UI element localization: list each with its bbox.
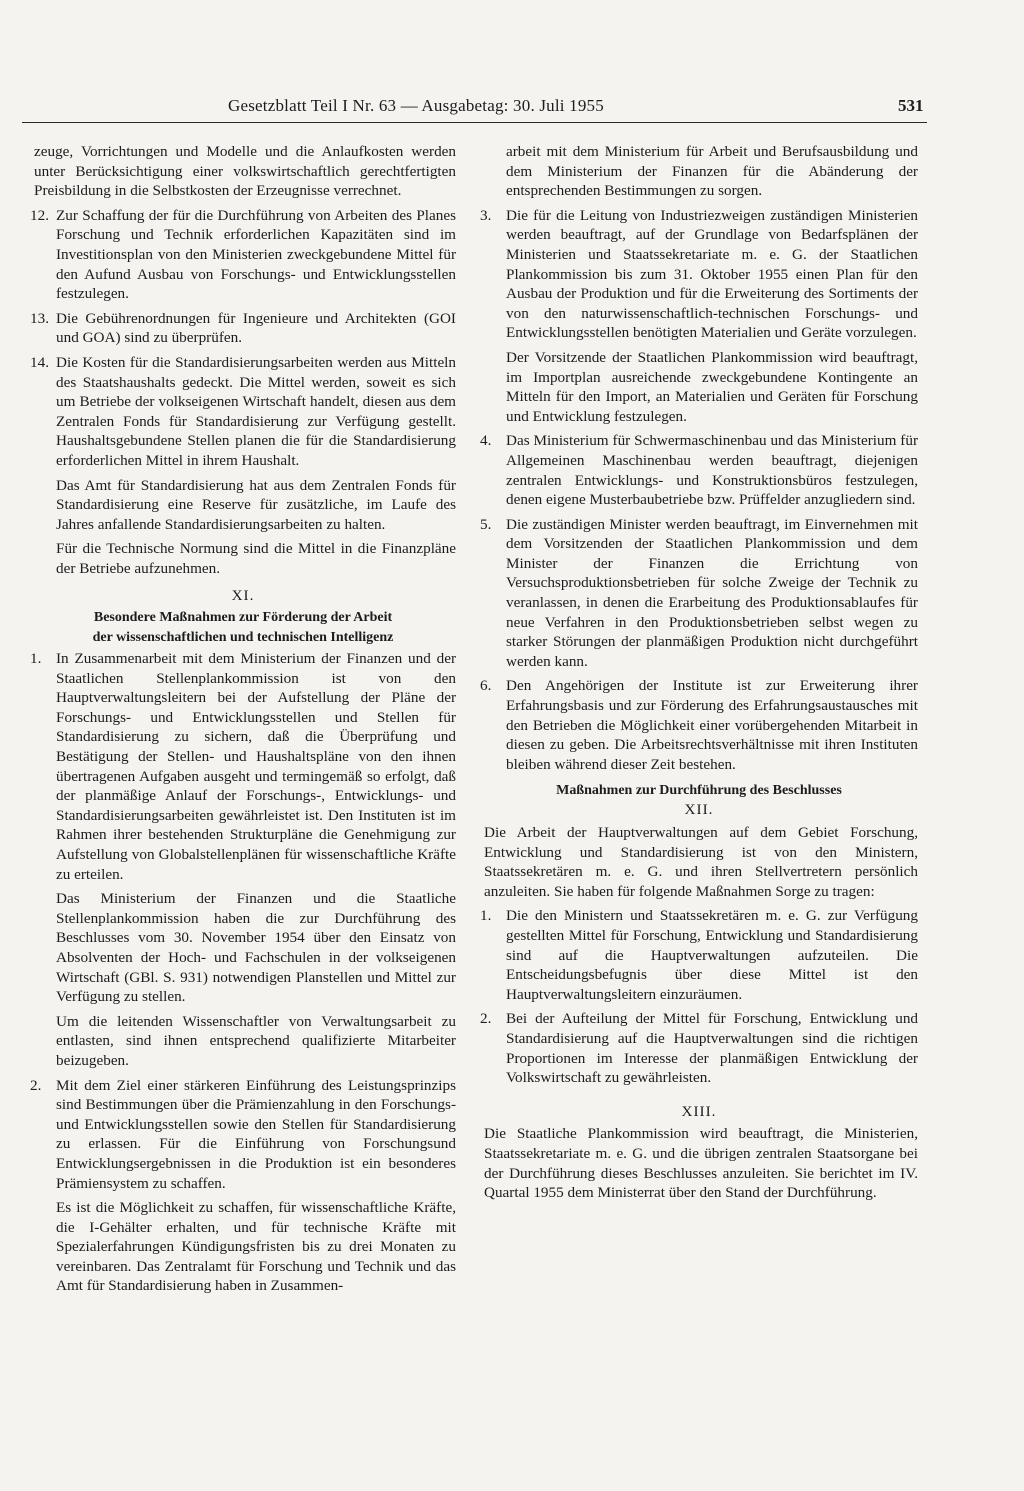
header-title: Gesetzblatt Teil I Nr. 63 — Ausgabetag: 30. Juli 1955: [228, 96, 604, 115]
page-number: 531: [898, 96, 924, 115]
item-number: 1.: [480, 907, 492, 925]
item-paragraph: Das Ministerium der Finanzen und die Staatliche Stellenplankommission haben die zur Durchführung des Beschlusses vom 30. November 1954 über den Einsatz von Absolventen der Hoch- und Fachschulen in der volkseigenen Wirtschaft (GBl. S. 931) notwendigen Planstellen und Mittel zur Verfügung zu stellen.: [56, 890, 456, 1006]
item-text: Die Gebührenordnungen für Ingenieure und Architekten (GOI und GOA) sind zu überprüfen.: [56, 309, 456, 347]
item-paragraph: Für die Technische Normung sind die Mittel in die Finanzpläne der Betriebe aufzunehmen.: [56, 540, 456, 577]
section-text: Die Staatliche Plankommission wird beauftragt, die Ministerien, Staatssekretariate m. e. G. und die übrigen zentralen Staatsorgane bei der Durchführung dieses Beschlusses anzuleiten. Sie berichtet im IV. Quartal 1955 dem Ministerrat über den Stand der Durchführung.: [484, 1125, 918, 1202]
item-text: Die den Ministern und Staatssekretären m. e. G. zur Verfügung gestellten Mittel für Forschung, Entwicklung und Standardisierung sind auf die Hauptverwaltungen aufzuteilen. Die Entscheidungsbefugnis über diese Mittel ist den Hauptverwaltungsleitern einzuräumen.: [506, 907, 918, 1003]
item-number: 2.: [30, 1076, 42, 1094]
item-number: 5.: [480, 515, 492, 533]
item-number: 4.: [480, 432, 492, 450]
item-paragraph: Um die leitenden Wissenschaftler von Verwaltungsarbeit zu entlasten, sind ihnen entsprechend qualifizierte Mitarbeiter beizugeben.: [56, 1012, 456, 1069]
list-item-13: [30, 309, 456, 348]
item-number: 6.: [480, 677, 492, 695]
list-item-4: [480, 431, 918, 509]
list-item-1: [30, 649, 456, 884]
list-item-5: [480, 515, 918, 672]
item-text: Die für die Leitung von Industriezweigen zuständigen Ministerien werden beauftragt, auf der Grundlage von Bedarfsplänen der Ministerien und Staatssekretariate m. e. G. der Staatlichen Plankommission bis zum 31. Oktober 1955 einen Plan für den Ausbau der Produktion und für die Erweiterung des Sortiments der von den naturwissenschaftlich-technischen Forschungs- und Entwicklungsstellen benötigten Materialien und Geräte vorzulegen.: [506, 206, 918, 342]
continued-paragraph: arbeit mit dem Ministerium für Arbeit und Berufsausbildung und dem Ministerium der Finanzen für die Abänderung der entsprechenden Bestimmungen zu sorgen.: [506, 143, 918, 200]
list-item-6: [480, 676, 918, 774]
item-text: Mit dem Ziel einer stärkeren Einführung des Leistungsprinzips sind Bestimmungen über die Prämienzahlung in den Forschungs- und Entwicklungsstellen sowie den Stellen für Standardisierung zu erlassen. Für die Einführung von Forschungsund Entwicklungsergebnissen in die Produktion ist ein besonderes Prämiensystem zu schaffen.: [56, 1076, 456, 1192]
left-column: [30, 142, 456, 1301]
section-heading: der wissenschaftlichen und technischen Intelligenz: [92, 630, 394, 646]
right-column: [480, 142, 918, 1208]
item-text: Den Angehörigen der Institute ist zur Erweiterung ihrer Erfahrungsbasis und zur Förderung des Erfahrungsaustausches mit den Betrieben die Möglichkeit einer vorübergehenden Mitarbeit in diesen zu geben. Die Arbeitsrechtsverhältnisse mit ihren Instituten bleiben während dieser Zeit bestehen.: [506, 677, 918, 773]
item-text: Bei der Aufteilung der Mittel für Forschung, Entwicklung und Standardisierung auf die Hauptverwaltungen sind die richtigen Proportionen im Interesse der planmäßigen Entwicklung der Volkswirtschaft zu gewährleisten.: [506, 1010, 918, 1087]
item-number: 1.: [30, 650, 42, 668]
item-text: Die Kosten für die Standardisierungsarbeiten werden aus Mitteln des Staatshaushalts gedeckt. Die Mittel werden, soweit es sich um Betriebe der volkseigenen Wirtschaft handelt, diesen aus dem Zentralen Fonds für Standardisierung zur Verfügung gestellt. Haushaltsgebundene Stellen planen die für die Standardisierung erforderlichen Mittel in ihrem Haushalt.: [56, 353, 456, 469]
item-text: Das Ministerium für Schwermaschinenbau und das Ministerium für Allgemeinen Maschinenbau werden beauftragt, diejenigen zentralen Entwicklungs- und Konstruktionsbüros festzulegen, denen eigene Musterbaubetriebe bzw. Prüffelder anzugliedern sind.: [506, 432, 918, 509]
item-text: In Zusammenarbeit mit dem Ministerium der Finanzen und der Staatlichen Stellenplankommission ist von den Hauptverwaltungsleitern bei der Aufstellung der Pläne der Forschungs- und Entwicklungsstellen und Stellen für Standardisierung zu sichern, daß die Überprüfung und Bestätigung der Stellen- und Haushaltspläne von den ihnen übertragenen Aufgaben ausgeht und termingemäß so erfolgt, daß der planmäßige Anlauf der Forschungs-, Entwicklungs- und Standardisierungsarbeiten gewährleistet ist. Den Instituten ist im Rahmen ihrer bestehenden Strukturpläne die Genehmigung zur Aufstellung von Globalstellenplänen für wissenschaftliche Kräfte zu erteilen.: [56, 650, 456, 883]
item-text: Die zuständigen Minister werden beauftragt, im Einvernehmen mit dem Vorsitzenden der Staatlichen Plankommission und dem Minister der Finanzen die Errichtung von Versuchsproduktionsbetrieben für solche Zweige der Technik zu veranlassen, in denen die Erarbeitung des Produktionsablaufes für neue Verfahren in den Produktionsbetrieben selbst wegen zu starker Störungen der planmäßigen Produktion nicht durchgeführt werden kann.: [506, 515, 918, 670]
section-intro: Die Arbeit der Hauptverwaltungen auf dem Gebiet Forschung, Entwicklung und Standardisierung ist von den Ministern, Staatssekretären m. e. G. und ihren Stellvertretern persönlich anzuleiten. Sie haben für folgende Maßnahmen Sorge zu tragen:: [484, 824, 918, 900]
item-number: 12.: [30, 206, 49, 224]
list-item-2: [30, 1076, 456, 1194]
section-numeral-xii: XII.: [684, 801, 714, 819]
header-rule: [22, 122, 927, 123]
list-item-14: [30, 353, 456, 471]
section-heading: Besondere Maßnahmen zur Förderung der Arbeit: [93, 610, 393, 626]
item-number: 13.: [30, 309, 49, 327]
item-paragraph: Das Amt für Standardisierung hat aus dem Zentralen Fonds für Standardisierung eine Reserve für zusätzliche, im Laufe des Jahres anfallende Standardisierungsarbeiten zu halten.: [56, 476, 456, 533]
continued-paragraph: zeuge, Vorrichtungen und Modelle und die Anlaufkosten werden unter Berücksichtigung einer volkswirtschaftlich gerechtfertigten Preisbildung in die Selbstkosten der Erzeugnisse verrechnet.: [34, 143, 456, 200]
list-item-3: [480, 206, 918, 343]
item-number: 3.: [480, 206, 492, 224]
measures-heading: Maßnahmen zur Durchführung des Beschlusses: [556, 783, 842, 799]
list-item-12: [30, 206, 456, 304]
list-item-xii-1: [480, 906, 918, 1004]
item-paragraph: Es ist die Möglichkeit zu schaffen, für wissenschaftliche Kräfte, die I-Gehälter erhalten, und für technische Kräfte mit Spezialerfahrungen Kündigungsfristen bis zu drei Monaten zu vereinbaren. Das Zentralamt für Forschung und Technik und das Amt für Standardisierung haben in Zusammen-: [56, 1199, 456, 1295]
list-item-xii-2: [480, 1009, 918, 1087]
item-text: Zur Schaffung der für die Durchführung von Arbeiten des Planes Forschung und Technik erforderlichen Kapazitäten sind im Investitionsplan von den Ministerien zweckgebundene Mittel für den Aufund Ausbau von Forschungs- und Entwicklungsstellen festzulegen.: [56, 206, 456, 303]
item-paragraph: Der Vorsitzende der Staatlichen Plankommission wird beauftragt, im Importplan ausreichende zweckgebundene Kontingente an Mitteln für den Import, an Materialien und Geräten für Forschung und Entwicklung festzulegen.: [506, 348, 918, 425]
section-numeral-xi: XI.: [231, 587, 255, 605]
item-number: 2.: [480, 1010, 492, 1028]
page-header: [0, 96, 1024, 126]
section-numeral-xiii: XIII.: [681, 1102, 717, 1120]
item-number: 14.: [30, 353, 49, 371]
